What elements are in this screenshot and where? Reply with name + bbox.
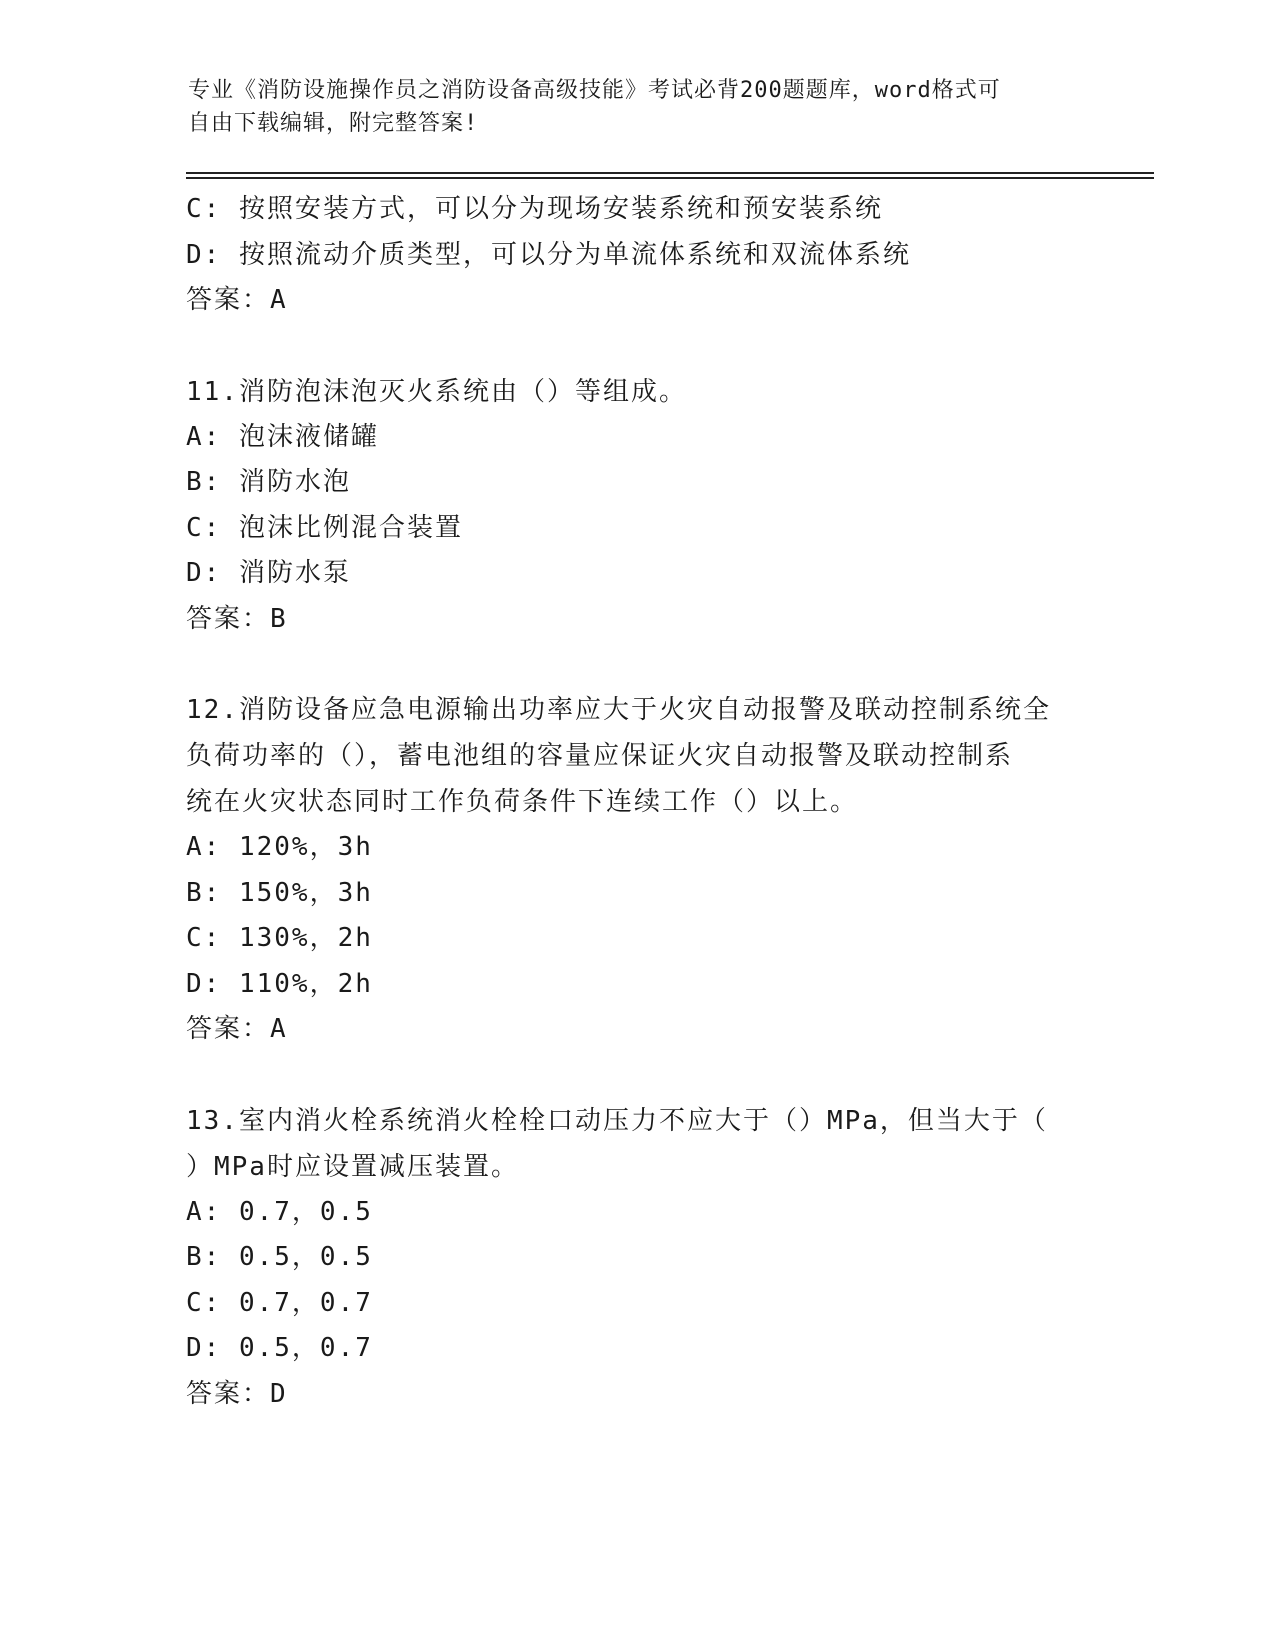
spacer bbox=[186, 642, 1086, 687]
option-d: D: 消防水泵 bbox=[186, 558, 351, 588]
question-stem-line-2: ）MPa时应设置减压装置。 bbox=[186, 1151, 519, 1182]
option-d: D: 按照流动介质类型，可以分为单流体系统和双流体系统 bbox=[186, 239, 911, 270]
spacer bbox=[186, 324, 1086, 369]
option-a: A: 120%，3h bbox=[186, 832, 373, 862]
option-d: D: 110%，2h bbox=[186, 968, 373, 999]
question-block-12 bbox=[186, 687, 1086, 1053]
option-d: D: 0.5，0.7 bbox=[186, 1333, 373, 1363]
question-stem-line-1: 12.消防设备应急电源输出功率应大于火灾自动报警及联动控制系统全 bbox=[186, 695, 1051, 725]
header-divider-bottom bbox=[186, 177, 1154, 179]
answer-line: 答案：A bbox=[186, 1014, 288, 1044]
question-stem: 11.消防泡沫泡灭火系统由（）等组成。 bbox=[186, 376, 687, 407]
option-b: B: 消防水泡 bbox=[186, 467, 351, 497]
question-stem-line-1: 13.室内消火栓系统消火栓栓口动压力不应大于（）MPa，但当大于（ bbox=[186, 1105, 1048, 1136]
option-c: C: 按照安装方式，可以分为现场安装系统和预安装系统 bbox=[186, 194, 883, 224]
question-stem-line-3: 统在火灾状态同时工作负荷条件下连续工作（）以上。 bbox=[186, 787, 859, 817]
header-line-1: 专业《消防设施操作员之消防设备高级技能》考试必背200题题库，word格式可 bbox=[188, 78, 1001, 103]
question-stem-line-2: 负荷功率的（），蓄电池组的容量应保证火灾自动报警及联动控制系 bbox=[186, 741, 1014, 771]
answer-line: 答案：D bbox=[186, 1378, 288, 1409]
answer-line: 答案：A bbox=[186, 285, 288, 315]
option-c: C: 泡沫比例混合装置 bbox=[186, 512, 463, 543]
option-c: C: 130%，2h bbox=[186, 923, 373, 953]
option-a: A: 泡沫液储罐 bbox=[186, 421, 379, 452]
header-line-2: 自由下载编辑，附完整答案! bbox=[188, 111, 479, 136]
question-block-prev bbox=[186, 187, 1086, 324]
question-block-13 bbox=[186, 1098, 1086, 1418]
spacer bbox=[186, 1053, 1086, 1098]
option-c: C: 0.7，0.7 bbox=[186, 1287, 373, 1318]
document-header bbox=[188, 74, 1088, 140]
question-block-11 bbox=[186, 369, 1086, 643]
answer-line: 答案：B bbox=[186, 603, 288, 634]
option-b: B: 150%，3h bbox=[186, 877, 373, 908]
question-list bbox=[186, 187, 1086, 1417]
header-divider-top bbox=[186, 172, 1154, 174]
option-b: B: 0.5，0.5 bbox=[186, 1242, 373, 1272]
option-a: A: 0.7，0.5 bbox=[186, 1196, 373, 1227]
